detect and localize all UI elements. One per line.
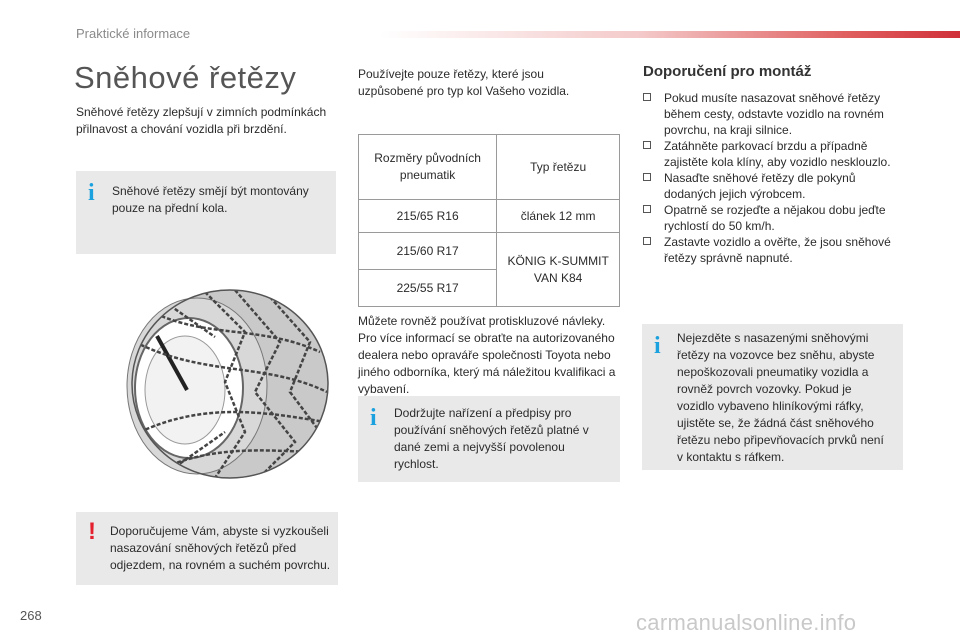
table-cell: 215/65 R16 (359, 200, 497, 233)
list-item (643, 170, 905, 202)
checkbox-bullet-icon (643, 237, 651, 245)
table-cell: článek 12 mm (497, 200, 620, 233)
table-cell: 215/60 R17 (359, 233, 497, 270)
warning-icon: ! (88, 518, 96, 545)
list-item-text: Pokud musíte nasazovat sněhové řetězy během cesty, odstavte vozidlo na rovném povrchu, na kraji silnice. (664, 91, 884, 137)
list-item-text: Zastavte vozidlo a ověřte, že jsou sněhové řetězy správně napnuté. (664, 235, 891, 265)
info-box-no-snow (642, 324, 903, 470)
info-icon: i (370, 405, 377, 431)
table-cell: 225/55 R17 (359, 270, 497, 307)
table-row (359, 200, 620, 233)
table-header-cell: Typ řetězu (497, 135, 620, 200)
list-item (643, 90, 905, 138)
table-cell (497, 233, 620, 307)
list-item (643, 202, 905, 234)
checkbox-bullet-icon (643, 173, 651, 181)
antiskid-text: Můžete rovněž používat protiskluzové návleky. Pro více informací se obraťte na autorizovaného dealera nebo opraváře společnosti Toyota nebo jiného odborníka, který má náležitou kvalifikaci a vybavení. (358, 314, 616, 396)
list-item (643, 234, 905, 266)
checkbox-bullet-icon (643, 205, 651, 213)
recommendations-title: Doporučení pro montáž (643, 63, 812, 80)
table-header-cell (359, 135, 497, 200)
chain-usage-text: Používejte pouze řetězy, které jsou uzpůsobené pro typ kol Vašeho vozidla. (358, 67, 570, 98)
info-box-front-wheels (76, 171, 336, 254)
list-item-text: Zatáhněte parkovací brzdu a případně zajistěte kola klíny, aby vozidlo nesklouzlo. (664, 139, 891, 169)
checkbox-bullet-icon (643, 93, 651, 101)
watermark: carmanualsonline.info (636, 610, 857, 635)
section-header: Praktické informace (76, 26, 191, 41)
warning-text: Doporučujeme Vám, abyste si vyzkoušeli nasazování sněhových řetězů před odjezdem, na rovném a suchém povrchu. (110, 524, 331, 572)
snow-chain-wheel-illustration (105, 282, 335, 487)
info-text: Sněhové řetězy smějí být montovány pouze na přední kola. (112, 184, 309, 215)
tyre-chain-table (358, 134, 620, 307)
list-item-text: Opatrně se rozjeďte a nějakou dobu jeďte rychlostí do 50 km/h. (664, 203, 886, 233)
page-title: Sněhové řetězy (74, 60, 297, 95)
warning-box-practice (76, 512, 338, 585)
header-accent-bar (380, 31, 960, 38)
info-icon: i (654, 333, 661, 359)
header-text: Rozměry původních pneumatik (374, 151, 481, 182)
info-box-regulations (358, 396, 620, 482)
info-icon: i (88, 180, 95, 206)
chain-type-text: KÖNIG K-SUMMIT VAN K84 (507, 253, 609, 285)
page-number: 268 (20, 608, 42, 623)
recommendations-list (643, 90, 905, 266)
info-text: Nejezděte s nasazenými sněhovými řetězy na vozovce bez sněhu, abyste nepoškozovali pneumatiky vozidla a rovněž povrch vozovky. Pokud je vozidlo vybaveno hliníkovými ráfky, ujistěte se, že žádná část sněhového řetězu nebo připevňovacích prvků není v kontaktu s ráfkem. (677, 331, 884, 464)
list-item-text: Nasaďte sněhové řetězy dle pokynů dodaných jejich výrobcem. (664, 171, 856, 201)
intro-text: Sněhové řetězy zlepšují v zimních podmínkách přilnavost a chování vozidla při brzdění. (76, 105, 327, 136)
table-row (359, 233, 620, 270)
list-item (643, 138, 905, 170)
table-header-row (359, 135, 620, 200)
info-text: Dodržujte nařízení a předpisy pro používání sněhových řetězů platné v dané zemi a nejvyšší povolenou rychlost. (394, 406, 589, 471)
checkbox-bullet-icon (643, 141, 651, 149)
